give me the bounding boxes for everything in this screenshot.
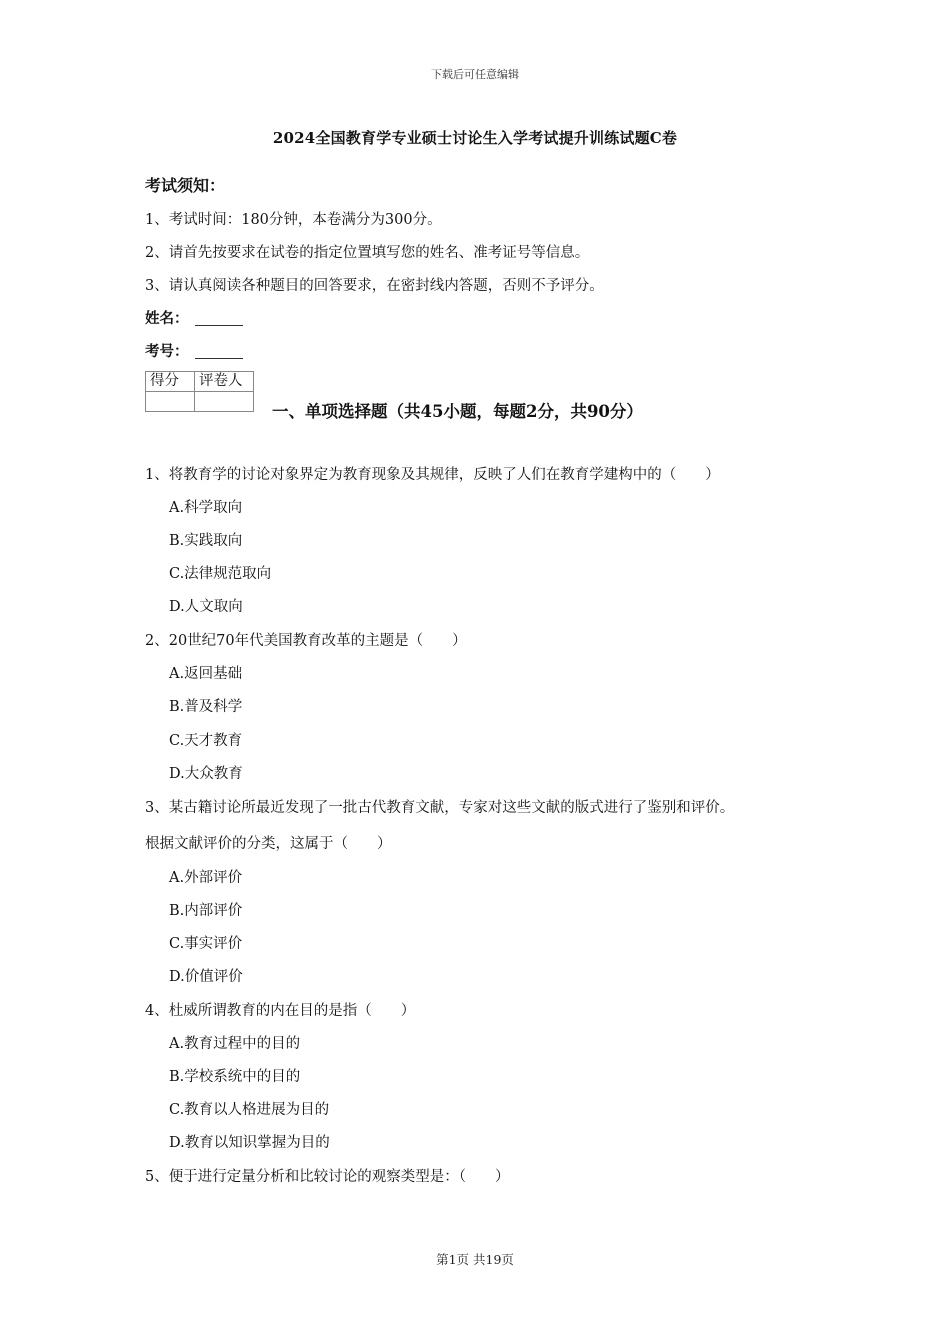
question-stem: 4、杜威所谓教育的内在目的是指（ ） (145, 1003, 416, 1019)
page-footer: 第1页 共19页 (436, 1252, 514, 1267)
notice-heading: 考试须知： (145, 176, 226, 195)
question-option[interactable]: B.普及科学 (169, 699, 243, 715)
header-note: 下载后可任意编辑 (431, 68, 519, 81)
question-option[interactable]: D.价值评价 (169, 969, 243, 985)
question-option[interactable]: D.大众教育 (169, 766, 243, 782)
question-option[interactable]: A.返回基础 (169, 666, 243, 682)
score-header: 得分 (146, 372, 195, 392)
grader-cell[interactable] (195, 392, 254, 412)
id-blank[interactable] (195, 346, 243, 359)
question-stem: 5、便于进行定量分析和比较讨论的观察类型是：（ ） (145, 1169, 510, 1185)
notice-item: 1、考试时间：180分钟，本卷满分为300分。 (145, 212, 442, 228)
id-label: 考号： (145, 343, 189, 360)
question-option[interactable]: B.实践取向 (169, 533, 243, 549)
name-field (145, 307, 243, 328)
score-cell[interactable] (146, 392, 195, 412)
question-stem: 3、某古籍讨论所最近发现了一批古代教育文献，专家对这些文献的版式进行了鉴别和评价。 (145, 800, 735, 816)
question-option[interactable]: B.学校系统中的目的 (169, 1069, 301, 1085)
question-stem: 1、将教育学的讨论对象界定为教育现象及其规律，反映了人们在教育学建构中的（ ） (145, 467, 720, 483)
grader-header: 评卷人 (195, 372, 254, 392)
document-title: 2024全国教育学专业硕士讨论生入学考试提升训练试题C卷 (272, 129, 678, 147)
section-title: 一、单项选择题（共45小题，每题2分，共90分） (272, 402, 643, 421)
name-label: 姓名： (145, 310, 189, 327)
question-stem-continued: 根据文献评价的分类，这属于（ ） (145, 836, 392, 852)
question-stem: 2、20世纪70年代美国教育改革的主题是（ ） (145, 633, 467, 649)
question-option[interactable]: C.天才教育 (169, 733, 243, 749)
notice-item: 3、请认真阅读各种题目的回答要求，在密封线内答题，否则不予评分。 (145, 278, 604, 294)
question-option[interactable]: C.教育以人格进展为目的 (169, 1102, 330, 1118)
question-option[interactable]: A.科学取向 (169, 500, 243, 516)
id-field (145, 340, 243, 361)
question-option[interactable]: A.外部评价 (169, 870, 243, 886)
question-option[interactable]: D.人文取向 (169, 599, 243, 615)
name-blank[interactable] (195, 313, 243, 326)
score-table (145, 371, 254, 412)
notice-item: 2、请首先按要求在试卷的指定位置填写您的姓名、准考证号等信息。 (145, 245, 590, 261)
question-option[interactable]: A.教育过程中的目的 (169, 1036, 301, 1052)
question-option[interactable]: D.教育以知识掌握为目的 (169, 1135, 330, 1151)
question-option[interactable]: C.法律规范取向 (169, 566, 272, 582)
question-option[interactable]: B.内部评价 (169, 903, 243, 919)
question-option[interactable]: C.事实评价 (169, 936, 243, 952)
